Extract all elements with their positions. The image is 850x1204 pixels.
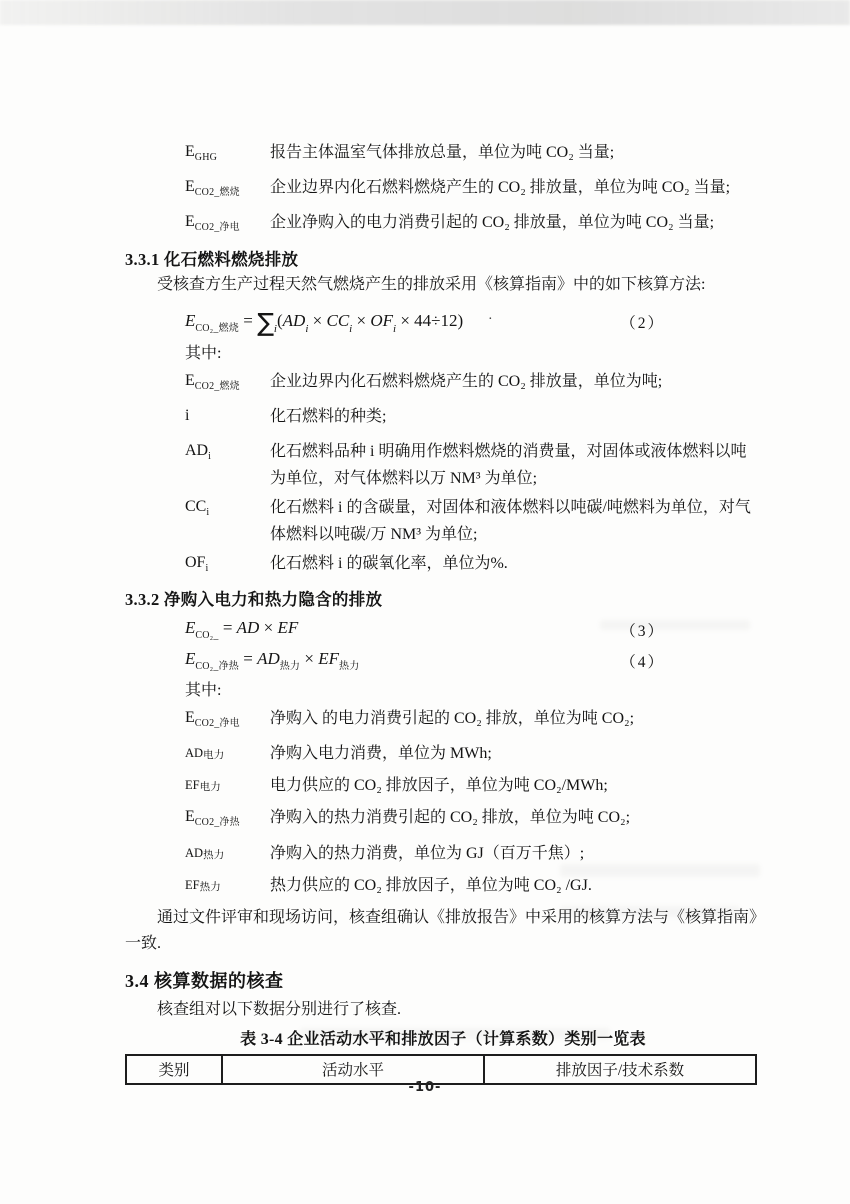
symbol-term — [185, 367, 270, 401]
formula-3-label: （3） — [620, 622, 665, 640]
definition-row — [185, 549, 761, 583]
section-heading-34: 3.4 核算数据的核查 — [125, 970, 284, 991]
definition-text: 企业边界内化石燃料燃烧产生的 CO₂ 排放量，单位为吨; — [270, 372, 663, 390]
symbol-base: AD — [185, 845, 204, 860]
definition-text: 化石燃料 i 的含碳量，对固体和液体燃料以吨碳/吨燃料为单位，对气体燃料以吨碳/万 NM³ 为单位; — [270, 498, 751, 543]
symbol-base: EF — [185, 877, 200, 892]
definition-row — [185, 704, 761, 738]
symbol-definitions-top — [185, 138, 761, 243]
table-3-4-title: 表 3-4 企业活动水平和排放因子（计算系数）类别一览表 — [240, 1030, 646, 1048]
section-heading-332: 3.3.2 净购入电力和热力隐含的排放 — [125, 590, 383, 610]
symbol-base: EF — [185, 778, 200, 793]
definition-row — [185, 402, 761, 436]
scan-noise-band — [0, 0, 850, 25]
definition-text: 热力供应的 CO₂ 排放因子，单位为吨 CO₂ /GJ. — [270, 876, 592, 894]
symbol-base: E — [185, 213, 195, 231]
definition-row — [185, 871, 761, 902]
formula-4: $E_{CO_2\_净热} = AD_{热力} \times EF_{热力}$ — [185, 649, 360, 673]
definition-text: 净购入的热力消费引起的 CO₂ 排放，单位为吨 CO₂; — [270, 809, 631, 827]
formula-2-row — [125, 307, 761, 337]
definition-text: 电力供应的 CO₂ 排放因子，单位为吨 CO₂/MWh; — [270, 777, 608, 795]
definition-text: 化石燃料品种 i 明确用作燃料燃烧的消费量，对固体或液体燃料以吨为单位，对气体燃料以万 NM³ 为单位; — [270, 442, 747, 487]
symbol-subscript: CO2_净电 — [194, 718, 240, 730]
definition-text: 企业净购入的电力消费引起的 CO₂ 排放量，单位为吨 CO₂ 当量; — [270, 214, 715, 232]
confirmation-paragraph: 通过文件评审和现场访问，核查组确认《排放报告》中采用的核算方法与《核算指南》一致. — [125, 908, 758, 952]
formula-2-label: （2） — [620, 315, 665, 333]
table-header-emission-factor: 排放因子/技术系数 — [484, 1055, 756, 1084]
symbol-subscript: GHG — [194, 152, 218, 164]
definition-row — [185, 739, 761, 770]
definition-text: 净购入的热力消费，单位为 GJ（百万千焦）; — [270, 844, 585, 862]
symbol-subscript: i — [208, 451, 212, 463]
symbol-term — [185, 839, 270, 870]
section-34-intro: 核查组对以下数据分别进行了核查. — [157, 1000, 402, 1018]
symbol-subscript: CO2_燃烧 — [194, 187, 240, 199]
symbol-base: E — [185, 371, 195, 389]
formula-4-label: （4） — [620, 653, 665, 671]
symbol-subscript: CO2_净热 — [194, 817, 240, 829]
symbol-definitions-fossil — [185, 367, 761, 584]
definition-row — [185, 208, 761, 242]
symbol-base: AD — [185, 746, 204, 761]
symbol-base: AD — [185, 441, 209, 459]
definition-text: 净购入 的电力消费引起的 CO₂ 排放，单位为吨 CO₂; — [270, 710, 635, 728]
definition-text: 化石燃料 i 的碳氧化率，单位为%. — [270, 554, 508, 572]
symbol-base: E — [185, 143, 195, 160]
formula-4-row — [125, 649, 761, 672]
scan-stray-dot: · — [488, 312, 493, 327]
symbol-base: OF — [185, 553, 206, 571]
symbol-subscript: i — [205, 563, 209, 575]
definition-text: 净购入电力消费，单位为 MWh; — [270, 745, 492, 763]
page-number: -10- — [408, 1080, 442, 1095]
symbol-term — [185, 208, 270, 242]
symbol-subscript: CO2_净电 — [194, 222, 240, 234]
symbol-base: E — [185, 709, 195, 727]
definition-text: 报告主体温室气体排放总量，单位为吨 CO₂ 当量; — [270, 144, 615, 161]
symbol-subscript: i — [206, 507, 210, 519]
symbol-base: i — [185, 406, 190, 424]
symbol-term — [185, 173, 270, 207]
definition-row — [185, 173, 761, 207]
definition-row — [185, 437, 761, 492]
definition-row — [185, 803, 761, 837]
symbol-term — [185, 871, 270, 902]
definition-row — [185, 771, 761, 802]
definition-text: 企业边界内化石燃料燃烧产生的 CO₂ 排放量，单位为吨 CO₂ 当量; — [270, 179, 731, 197]
symbol-term — [185, 138, 270, 172]
where-label: 其中: — [185, 344, 222, 362]
section-heading-331: 3.3.1 化石燃料燃烧排放 — [125, 249, 299, 269]
symbol-term — [185, 437, 270, 492]
symbol-term — [185, 402, 270, 436]
symbol-term — [185, 493, 270, 548]
where-label: 其中: — [185, 682, 222, 700]
symbol-term — [185, 704, 270, 738]
section-331-intro: 受核查方生产过程天然气燃烧产生的排放采用《核算指南》中的如下核算方法: — [157, 275, 706, 293]
definition-row — [185, 839, 761, 870]
symbol-term — [185, 549, 270, 583]
symbol-base: CC — [185, 497, 207, 515]
symbol-subscript: 电力 — [199, 782, 221, 794]
formula-3: $E_{CO_2\_}$ = AD × EF — [185, 618, 299, 642]
table-header-activity-level: 活动水平 — [222, 1055, 484, 1084]
definition-row — [185, 493, 761, 548]
symbol-definitions-power — [185, 704, 761, 901]
symbol-base: E — [185, 178, 195, 196]
symbol-base: E — [185, 808, 195, 826]
symbol-term — [185, 739, 270, 770]
symbol-subscript: 热力 — [199, 881, 221, 893]
page-content — [125, 138, 761, 1085]
formula-2: $E_{CO_2\_燃烧} = \sum_i(AD_i \times CC_i \times OF_i \times 44\div 12)$ — [185, 307, 464, 337]
symbol-term — [185, 771, 270, 802]
definition-row — [185, 367, 761, 401]
symbol-subscript: CO2_燃烧 — [194, 380, 240, 392]
symbol-subscript: 电力 — [203, 750, 225, 762]
definition-text: 化石燃料的种类; — [270, 407, 387, 425]
symbol-term — [185, 803, 270, 837]
definition-row — [185, 138, 761, 172]
formula-3-row — [125, 618, 761, 641]
table-header-category: 类别 — [126, 1055, 222, 1084]
symbol-subscript: 热力 — [203, 849, 225, 861]
